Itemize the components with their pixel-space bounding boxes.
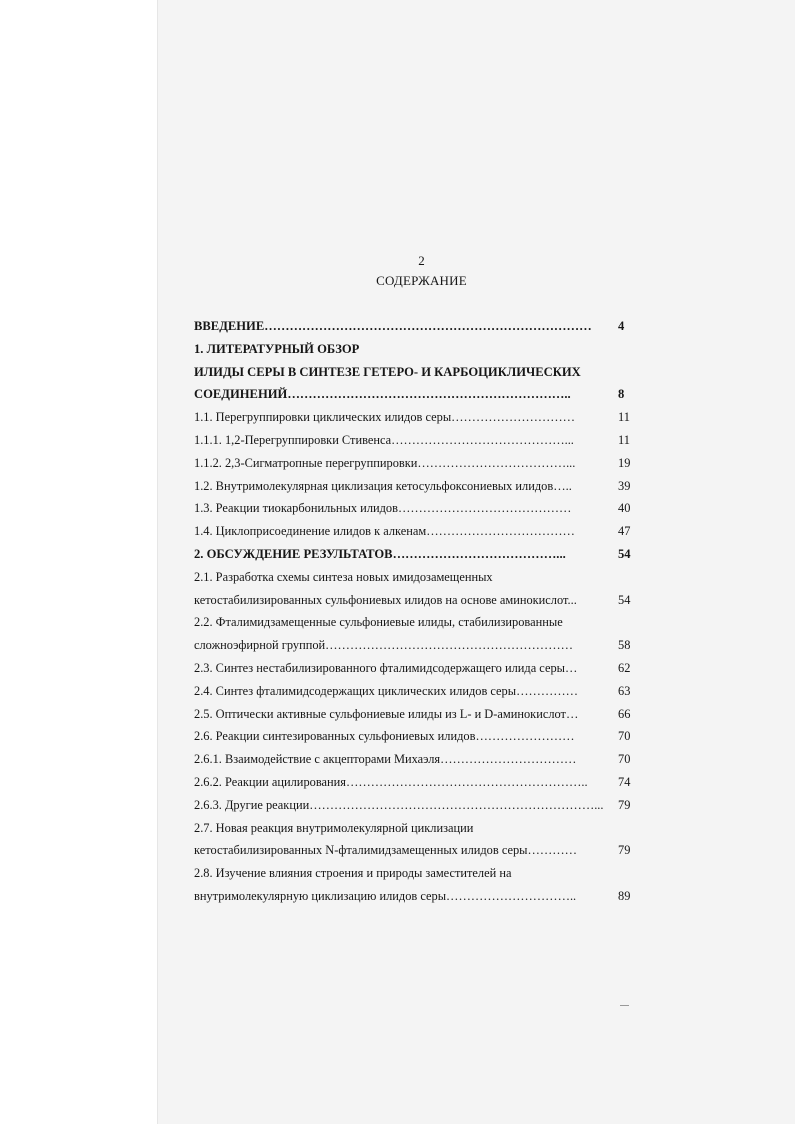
- toc-entry-2-6-2: [194, 771, 640, 794]
- toc-entry-page: 11: [618, 410, 630, 425]
- toc-entry-1-1-2: [194, 452, 640, 475]
- toc-entry-2-7-cont: [194, 839, 640, 862]
- toc-entry-text: сложноэфирной группой……………………………………………………: [194, 638, 573, 653]
- toc-entry-page: 79: [618, 843, 631, 858]
- toc-entry-2-5: [194, 703, 640, 726]
- toc-entry-text: 1. ЛИТЕРАТУРНЫЙ ОБЗОР: [194, 341, 360, 356]
- toc-entry-2-8: [194, 862, 640, 885]
- toc-entry-chapter-2: [194, 543, 640, 566]
- toc-entry-introduction: [194, 315, 640, 338]
- toc-entry-page: 19: [618, 455, 631, 470]
- toc-entry-page: 11: [618, 432, 630, 447]
- toc-entry-text: 2.2. Фталимидзамещенные сульфониевые илиды, стабилизированные: [194, 615, 563, 630]
- toc-entry-1-2: [194, 475, 640, 498]
- toc-entry-chapter-1-title-cont: [194, 383, 640, 406]
- toc-entry-text: 2.1. Разработка схемы синтеза новых имидозамещенных: [194, 569, 493, 584]
- toc-entry-text: 1.1.2. 2,3-Сигматропные перегруппировки………………………………...: [194, 455, 576, 470]
- toc-entry-page: 66: [618, 706, 631, 721]
- toc-entry-text: 2.5. Оптически активные сульфониевые илиды из L- и D-аминокислот…: [194, 706, 579, 721]
- toc-entry-text: 2.6.1. Взаимодействие с акцепторами Михаэля……………………………: [194, 752, 577, 767]
- toc-entry-text: 1.1.1. 1,2-Перегруппировки Стивенса……………………………………...: [194, 432, 574, 447]
- toc-entry-text: ВВЕДЕНИЕ……………………………………………………………………: [194, 319, 592, 333]
- toc-entry-text: СОЕДИНЕНИЙ…………………………………………………………..: [194, 387, 571, 402]
- toc-entry-text: 1.4. Циклоприсоединение илидов к алкенам………………………………: [194, 524, 575, 539]
- toc-entry-page: 47: [618, 524, 631, 539]
- toc-entry-text: 2.3. Синтез нестабилизированного фталимидсодержащего илида серы…: [194, 660, 578, 675]
- toc-entry-text: кетостабилизированных сульфониевых илидов на основе аминокислот...: [194, 592, 577, 607]
- toc-entry-2-4: [194, 680, 640, 703]
- toc-entry-1-1: [194, 406, 640, 429]
- toc-entry-2-6-3: [194, 794, 640, 817]
- toc-entry-2-3: [194, 657, 640, 680]
- toc-entry-2-1: [194, 566, 640, 589]
- toc-entry-chapter-1: [194, 338, 640, 361]
- toc-entry-page: 89: [618, 888, 631, 903]
- toc-entry-text: 2.6. Реакции синтезированных сульфониевых илидов……………………: [194, 729, 575, 744]
- table-of-contents: [194, 315, 640, 908]
- toc-entry-1-1-1: [194, 429, 640, 452]
- toc-entry-page: 40: [618, 501, 631, 516]
- toc-entry-2-7: [194, 817, 640, 840]
- toc-entry-page: 54: [618, 546, 631, 561]
- page-number: 2: [418, 253, 425, 268]
- toc-entry-text: 2.7. Новая реакция внутримолекулярной циклизации: [194, 820, 474, 835]
- toc-entry-page: 79: [618, 797, 631, 812]
- toc-entry-text: 1.3. Реакции тиокарбонильных илидов……………………………………: [194, 501, 572, 516]
- scan-mark: [620, 1005, 629, 1006]
- toc-entry-text: 2. ОБСУЖДЕНИЕ РЕЗУЛЬТАТОВ…………………………………...: [194, 546, 566, 561]
- toc-entry-chapter-1-title: [194, 361, 640, 384]
- toc-entry-page: 58: [618, 638, 631, 653]
- toc-entry-2-6: [194, 725, 640, 748]
- toc-entry-page: 54: [618, 592, 631, 607]
- toc-entry-page: 8: [618, 387, 625, 402]
- toc-entry-text: 2.4. Синтез фталимидсодержащих циклических илидов серы……………: [194, 683, 579, 698]
- toc-entry-page: 70: [618, 729, 631, 744]
- toc-entry-text: ИЛИДЫ СЕРЫ В СИНТЕЗЕ ГЕТЕРО- И КАРБОЦИКЛИЧЕСКИХ: [194, 364, 581, 379]
- toc-entry-text: 1.1. Перегруппировки циклических илидов серы…………………………: [194, 410, 576, 425]
- toc-entry-page: 70: [618, 752, 631, 767]
- toc-title: СОДЕРЖАНИЕ: [376, 273, 467, 288]
- toc-entry-2-8-cont: [194, 885, 640, 908]
- toc-entry-page: 4: [618, 319, 625, 333]
- toc-entry-text: 2.8. Изучение влияния строения и природы заместителей на: [194, 866, 512, 881]
- toc-entry-2-2: [194, 611, 640, 634]
- toc-entry-page: 74: [618, 774, 631, 789]
- toc-entry-page: 62: [618, 660, 631, 675]
- toc-entry-2-6-1: [194, 748, 640, 771]
- toc-entry-1-4: [194, 520, 640, 543]
- toc-entry-text: кетостабилизированных N-фталимидзамещенных илидов серы…………: [194, 843, 578, 858]
- toc-entry-text: внутримолекулярную циклизацию илидов серы…………………………..: [194, 888, 577, 903]
- toc-entry-page: 39: [618, 478, 631, 493]
- toc-entry-text: 2.6.2. Реакции ацилирования…………………………………………………..: [194, 774, 588, 789]
- toc-entry-1-3: [194, 497, 640, 520]
- toc-entry-text: 1.2. Внутримолекулярная циклизация кетосульфоксониевых илидов…..: [194, 478, 572, 493]
- toc-entry-page: 63: [618, 683, 631, 698]
- toc-entry-2-2-cont: [194, 634, 640, 657]
- toc-entry-text: 2.6.3. Другие реакции……………………………………………………………...: [194, 797, 604, 812]
- toc-entry-2-1-cont: [194, 589, 640, 612]
